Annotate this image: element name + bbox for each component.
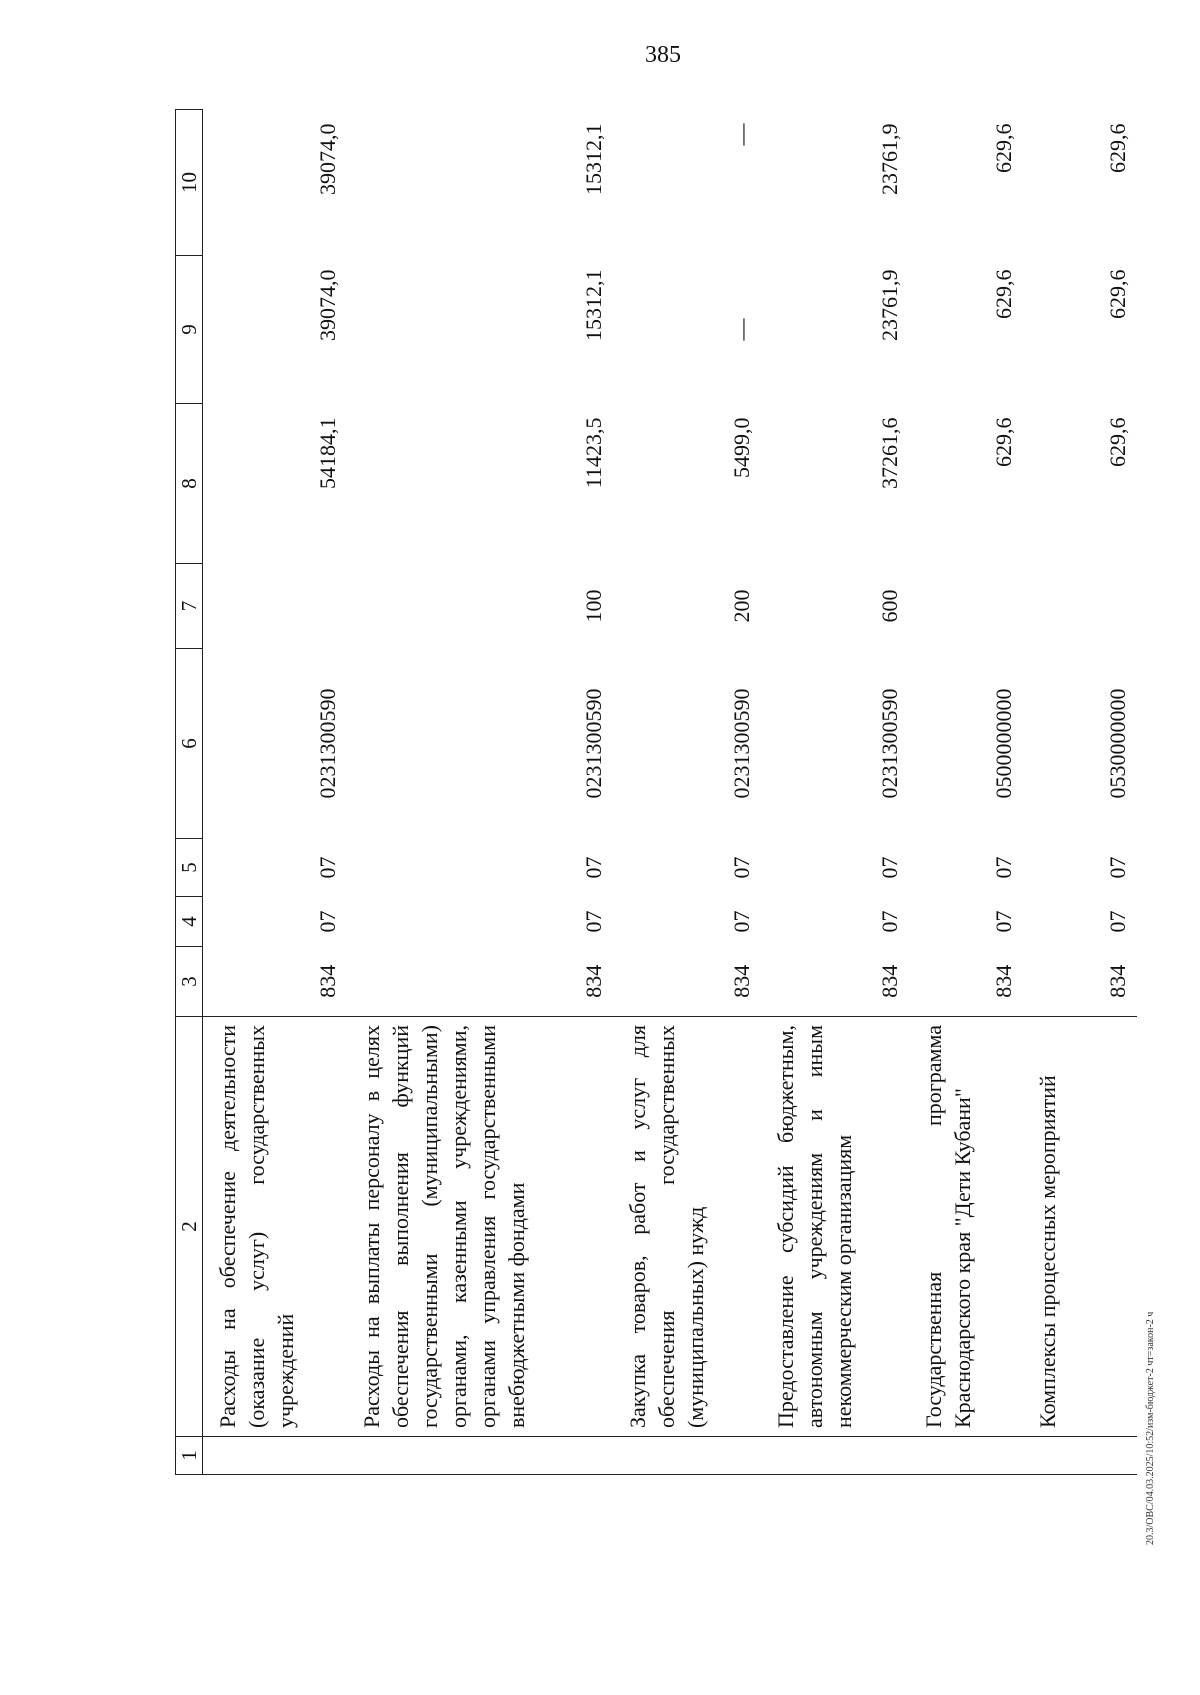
cell-c9: 15312,1 bbox=[581, 269, 606, 341]
cell-c1 bbox=[909, 1437, 1023, 1475]
table-row bbox=[613, 110, 761, 1475]
cell-c5: 07 bbox=[581, 856, 606, 879]
header-row bbox=[176, 110, 203, 1475]
cell-c1 bbox=[1023, 1437, 1137, 1475]
cell-c10: — bbox=[729, 123, 754, 146]
cell-desc: Комплексы процессных мероприятий bbox=[1023, 1017, 1137, 1437]
cell-c8: 11423,5 bbox=[581, 417, 606, 489]
cell-c7 bbox=[203, 564, 348, 649]
table-row bbox=[347, 110, 613, 1475]
cell-c4: 07 bbox=[315, 910, 340, 933]
header-cell: 1 bbox=[176, 1437, 203, 1475]
footer-text: 20.3/ОВС/04.03.2025/10:52/изм-бюджет-2 чт=закон-2 ч bbox=[1145, 1311, 1156, 1545]
table-row bbox=[1023, 110, 1137, 1475]
cell-c9: — bbox=[729, 318, 754, 341]
cell-desc: Расходы на обеспечение деятельности (оказание услуг) государственных учреждений bbox=[203, 1017, 348, 1437]
cell-c5: 07 bbox=[877, 856, 902, 879]
cell-c4: 07 bbox=[1105, 910, 1130, 933]
cell-c8: 629,6 bbox=[1105, 417, 1130, 467]
cell-c7 bbox=[1023, 564, 1137, 649]
cell-c9: 39074,0 bbox=[315, 269, 340, 341]
table-row bbox=[909, 110, 1023, 1475]
cell-c5: 07 bbox=[729, 856, 754, 879]
cell-c4: 07 bbox=[729, 910, 754, 933]
cell-c6: 0231300590 bbox=[315, 688, 340, 799]
cell-c6: 0231300590 bbox=[729, 688, 754, 799]
cell-c6: 0530000000 bbox=[1105, 688, 1130, 799]
cell-c6: 0231300590 bbox=[877, 688, 902, 799]
cell-c3: 834 bbox=[877, 964, 902, 998]
cell-c4: 07 bbox=[581, 910, 606, 933]
table-row bbox=[761, 110, 909, 1475]
cell-c3: 834 bbox=[991, 964, 1016, 998]
cell-c10: 629,6 bbox=[1105, 123, 1130, 173]
cell-desc: Государственная программа Краснодарского края "Дети Кубани" bbox=[909, 1017, 1023, 1437]
header-cell: 5 bbox=[176, 839, 203, 897]
table-row bbox=[203, 110, 348, 1475]
page-number: 385 bbox=[645, 42, 681, 68]
cell-desc: Расходы на выплаты персоналу в целях обеспечения выполнения функций государственными (муниципальными) органами, казенными учреждениями, органами управления государственными внебюджетными фондами bbox=[347, 1017, 613, 1437]
cell-c7: 200 bbox=[729, 589, 754, 623]
cell-c5: 07 bbox=[315, 856, 340, 879]
cell-c8: 5499,0 bbox=[729, 417, 754, 478]
cell-c3: 834 bbox=[581, 964, 606, 998]
header-cell: 8 bbox=[176, 404, 203, 564]
cell-c8: 629,6 bbox=[991, 417, 1016, 467]
cell-desc: Предоставление субсидий бюджетным, автономным учреждениям и иным некоммерческим организациям bbox=[761, 1017, 909, 1437]
cell-c4: 07 bbox=[877, 910, 902, 933]
cell-c7: 100 bbox=[581, 589, 606, 623]
cell-desc: Закупка товаров, работ и услуг для обеспечения государственных (муниципальных) нужд bbox=[613, 1017, 761, 1437]
cell-c5: 07 bbox=[991, 856, 1016, 879]
header-cell: 2 bbox=[176, 1017, 203, 1437]
cell-c10: 629,6 bbox=[991, 123, 1016, 173]
cell-c6: 0500000000 bbox=[991, 688, 1016, 799]
cell-c3: 834 bbox=[729, 964, 754, 998]
cell-c5: 07 bbox=[1105, 856, 1130, 879]
header-cell: 7 bbox=[176, 564, 203, 649]
header-cell: 6 bbox=[176, 649, 203, 839]
cell-c8: 54184,1 bbox=[315, 417, 340, 489]
cell-c4: 07 bbox=[991, 910, 1016, 933]
cell-c8: 37261,6 bbox=[877, 417, 902, 489]
cell-c6: 0231300590 bbox=[581, 688, 606, 799]
cell-c10: 39074,0 bbox=[315, 123, 340, 195]
rotated-table-container bbox=[175, 110, 1130, 1475]
cell-c3: 834 bbox=[315, 964, 340, 998]
cell-c10: 15312,1 bbox=[581, 123, 606, 195]
cell-c9: 629,6 bbox=[1105, 269, 1130, 319]
cell-c9: 23761,9 bbox=[877, 269, 902, 341]
header-cell: 4 bbox=[176, 897, 203, 947]
cell-c3: 834 bbox=[1105, 964, 1130, 998]
header-cell: 10 bbox=[176, 110, 203, 256]
header-cell: 3 bbox=[176, 947, 203, 1017]
cell-c1 bbox=[203, 1437, 348, 1475]
cell-c10: 23761,9 bbox=[877, 123, 902, 195]
cell-c7 bbox=[909, 564, 1023, 649]
cell-c9: 629,6 bbox=[991, 269, 1016, 319]
cell-c1 bbox=[347, 1437, 613, 1475]
cell-c1 bbox=[761, 1437, 909, 1475]
budget-table bbox=[175, 109, 1137, 1475]
header-cell: 9 bbox=[176, 256, 203, 404]
cell-c7: 600 bbox=[877, 589, 902, 623]
cell-c1 bbox=[613, 1437, 761, 1475]
